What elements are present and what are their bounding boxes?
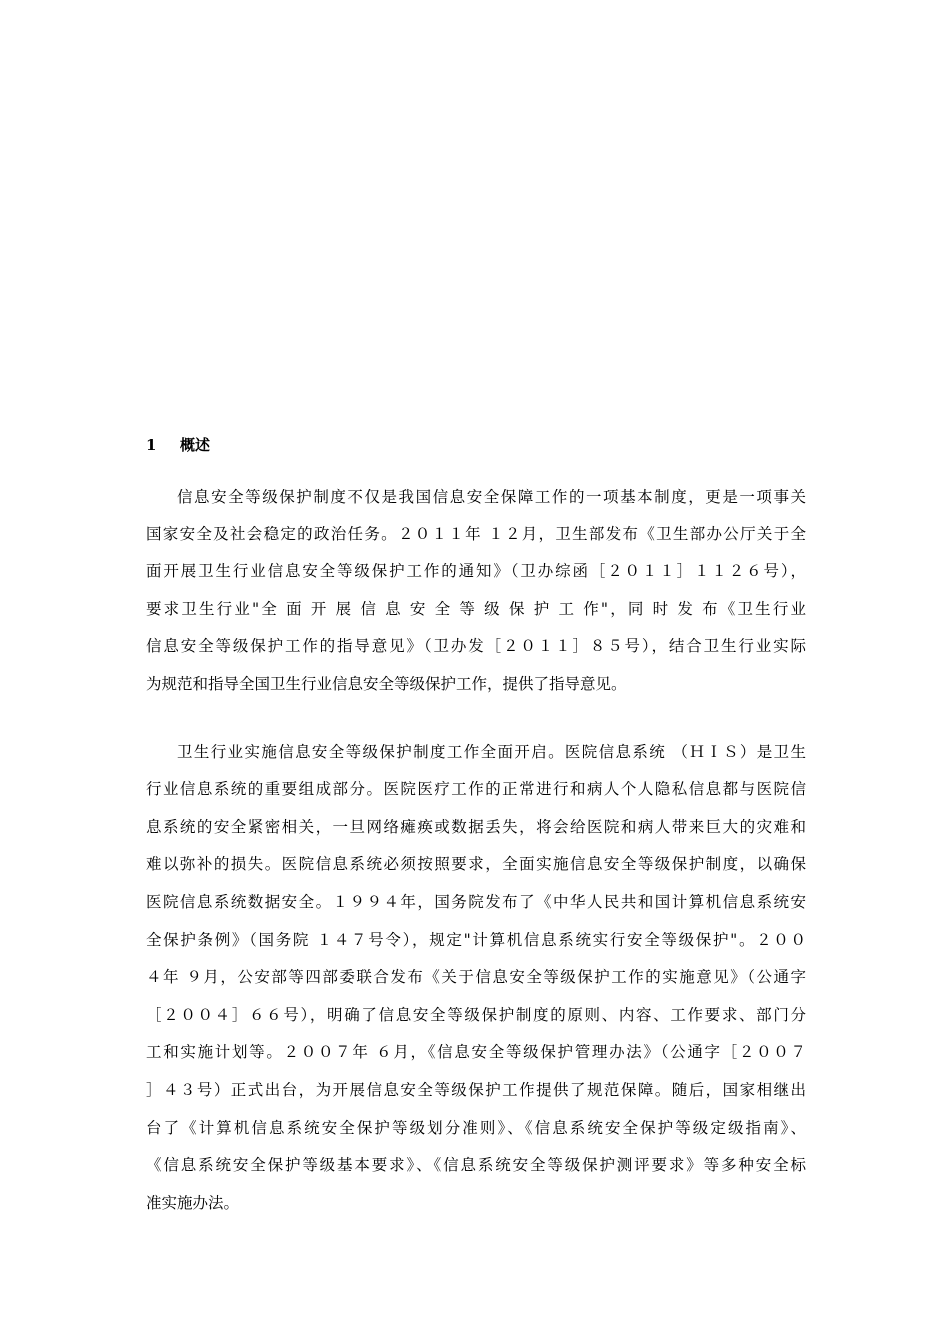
paragraph-line: 台了《计算机信息系统安全保护等级划分准则》、《信息系统安全保护等级定级指南》、 — [146, 1119, 806, 1137]
paragraph-line: 医院信息系统数据安全。１９９４年，国务院发布了《中华人民共和国计算机信息系统安 — [146, 893, 806, 911]
paragraph-line: 为规范和指导全国卫生行业信息安全等级保护工作，提供了指导意见。 — [146, 675, 627, 693]
paragraph-line: ［２００４］６６号），明确了信息安全等级保护制度的原则、内容、工作要求、部门分 — [146, 1006, 806, 1024]
paragraph-line: 工和实施计划等。２００７年 ６月，《信息安全等级保护管理办法》（公通字［２００７ — [146, 1043, 806, 1061]
paragraph-line: 信息安全等级保护制度不仅是我国信息安全保障工作的一项基本制度，更是一项事关 — [177, 488, 806, 506]
paragraph-line: ］４３号）正式出台，为开展信息安全等级保护工作提供了规范保障。随后，国家相继出 — [146, 1081, 806, 1099]
section-title: 概述 — [180, 436, 211, 454]
paragraph-line: 面开展卫生行业信息安全等级保护工作的通知》（卫办综函［２０１１］１１２６号）， — [146, 562, 806, 580]
paragraph-line: 全保护条例》（国务院 １４７号令），规定"计算机信息系统实行安全等级保护"。２００ — [146, 931, 806, 949]
paragraph-line: 《信息系统安全保护等级基本要求》、《信息系统安全等级保护测评要求》等多种安全标 — [146, 1156, 806, 1174]
paragraph-line: 息系统的安全紧密相关，一旦网络瘫痪或数据丢失，将会给医院和病人带来巨大的灾难和 — [146, 818, 806, 836]
section-heading — [146, 434, 210, 456]
paragraph-line: 卫生行业实施信息安全等级保护制度工作全面开启。医院信息系统 （ＨＩＳ）是卫生 — [177, 743, 806, 761]
paragraph-line: ４年 ９月，公安部等四部委联合发布《关于信息安全等级保护工作的实施意见》（公通字 — [146, 968, 806, 986]
section-number: 1 — [146, 436, 157, 454]
paragraph-line: 准实施办法。 — [146, 1194, 240, 1212]
paragraph-line: 要求卫生行业"全 面 开 展 信 息 安 全 等 级 保 护 工 作"，同 时 发 布《卫生行业 — [146, 600, 806, 618]
paragraph-line: 信息安全等级保护工作的指导意见》（卫办发［２０１１］８５号），结合卫生行业实际 — [146, 637, 806, 655]
paragraph-line: 行业信息系统的重要组成部分。医院医疗工作的正常进行和病人个人隐私信息都与医院信 — [146, 780, 806, 798]
paragraph-line: 难以弥补的损失。医院信息系统必须按照要求，全面实施信息安全等级保护制度，以确保 — [146, 855, 806, 873]
paragraph-line: 国家安全及社会稳定的政治任务。２０１１年 １２月，卫生部发布《卫生部办公厅关于全 — [146, 525, 806, 543]
